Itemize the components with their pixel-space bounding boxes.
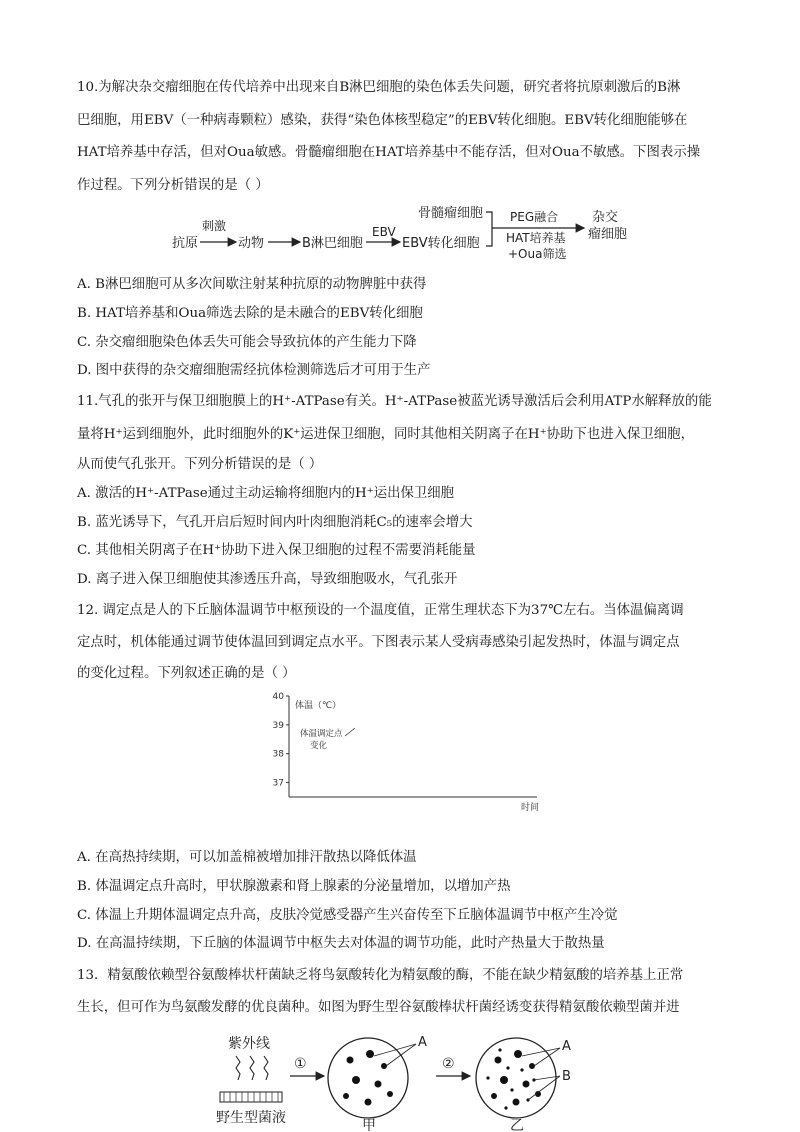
annotation-line-1: 体温调定点: [300, 729, 343, 739]
q10-option-b: B. HAT培养基和Oua筛选去除的是未融合的EBV转化细胞: [77, 306, 423, 321]
wild-type-label: 野生型菌液: [216, 1110, 286, 1126]
dish-jia-colonies: [343, 1050, 393, 1106]
q11-option-b: B. 蓝光诱导下，气孔开启后短时间内叶肉细胞消耗C₅的速率会增大: [77, 515, 473, 530]
q12-line-3: 的变化过程。下列叙述正确的是（ ）: [77, 666, 296, 681]
q13-line-1: 13．精氨酸依赖型谷氨酸棒状杆菌缺乏将鸟氨酸转化为精氨酸的酶，不能在缺少精氨酸的培养基上正常: [77, 968, 684, 983]
q12-option-b: B. 体温调定点升高时，甲状腺激素和肾上腺素的分泌量增加，以增加产热: [77, 879, 511, 894]
annotation-pointer: [345, 728, 355, 736]
uv-label: 紫外线: [228, 1036, 270, 1052]
q12-option-c: C. 体温上升期体温调定点升高，皮肤冷觉感受器产生兴奋传至下丘脑体温调节中枢产生冷觉: [77, 908, 618, 923]
q12-option-a: A. 在高热持续期，可以加盖棉被增加排汗散热以降低体温: [77, 850, 417, 865]
annotation-line-2: 变化: [310, 741, 328, 751]
q12-line-1: 12. 调定点是人的下丘脑体温调节中枢预设的一个温度值，正常生理状态下为37℃左右。当体温偏离调: [77, 603, 684, 618]
q10-option-d: D. 图中获得的杂交瘤细胞需经抗体检测筛选后才可用于生产: [77, 363, 431, 378]
y-tick-label: 38: [272, 749, 284, 760]
flow-hybrid-1: 杂交: [592, 210, 619, 225]
q11-line-1: 11.气孔的张开与保卫细胞膜上的H⁺-ATPase有关。H⁺-ATPase被蓝光诱导激活后会利用ATP水解释放的能: [77, 394, 712, 409]
q11-option-a: A. 激活的H⁺-ATPase通过主动运输将细胞内的H⁺运出保卫细胞: [77, 486, 455, 501]
flow-antigen: 抗原: [172, 236, 199, 251]
flow-peg: PEG融合: [510, 210, 559, 224]
flow-animal: 动物: [238, 236, 265, 251]
flow-stimulate: 刺激: [202, 219, 227, 233]
q10-line-2: 巴细胞，用EBV（一种病毒颗粒）感染，获得“染色体核型稳定”的EBV转化细胞。EBV转化细胞能够在: [77, 113, 688, 128]
flow-hybrid-2: 瘤细胞: [588, 227, 628, 242]
q10-line-1: 10.为解决杂交瘤细胞在传代培养中出现来自B淋巴细胞的染色体丢失问题，研究者将抗原刺激后的B淋: [77, 80, 681, 95]
q11-option-d: D. 离子进入保卫细胞使其渗透压升高，导致细胞吸水，气孔张开: [77, 572, 458, 587]
label-a-yi: A: [562, 1039, 571, 1054]
flow-bracket: [486, 212, 502, 246]
flow-oua: +Oua筛选: [508, 247, 567, 261]
q10-line-3: HAT培养基中存活，但对Oua敏感。骨髓瘤细胞在HAT培养基中不能存活，但对Oua不敏感。下图表示操: [77, 145, 701, 160]
x-axis-label: 时间: [521, 803, 540, 813]
culture-tray: [220, 1092, 282, 1102]
q10-flow-diagram: [160, 200, 640, 266]
q13-line-2: 生长，但可作为鸟氨酸发酵的优良菌种。如图为野生型谷氨酸棒状杆菌经诱变获得精氨酸依赖型菌并进: [77, 1000, 680, 1015]
flow-ebv-cell: EBV转化细胞: [402, 236, 480, 251]
q10-option-c: C. 杂交瘤细胞染色体丢失可能会导致抗体的产生能力下降: [77, 335, 417, 350]
dish-jia-label: 甲: [362, 1118, 376, 1132]
y-tick-label: 40: [272, 692, 284, 702]
q12-temperature-chart: [265, 688, 555, 828]
q11-line-2: 量将H⁺运到细胞外，此时细胞外的K⁺运进保卫细胞，同时其他相关阴离子在H⁺协助下也进入保卫细胞，: [77, 427, 694, 442]
flow-myeloma: 骨髓瘤细胞: [418, 206, 484, 221]
flow-hat: HAT培养基: [506, 231, 566, 245]
q13-figure: [210, 1030, 590, 1132]
q12-option-d: D. 在高温持续期，下丘脑的体温调节中枢失去对体温的调节功能，此时产热量大于散热量: [77, 936, 605, 951]
y-axis-label: 体温（℃）: [295, 701, 342, 711]
flow-ebv: EBV: [372, 225, 396, 239]
dish-yi-label: 乙: [510, 1118, 524, 1132]
q12-line-2: 定点时，机体能通过调节使体温回到调定点水平。下图表示某人受病毒感染引起发热时，体温与调定点: [77, 635, 680, 650]
label-b-yi: B: [562, 1069, 571, 1084]
label-a-jia: A: [418, 1035, 427, 1050]
y-tick-label: 37: [272, 778, 284, 789]
q10-option-a: A. B淋巴细胞可从多次间歇注射某种抗原的动物脾脏中获得: [77, 277, 427, 292]
q11-line-3: 从而使气孔张开。下列分析错误的是（ ）: [77, 457, 323, 472]
dish-yi-colonies: [486, 1048, 541, 1109]
q11-option-c: C. 其他相关阴离子在H⁺协助下进入保卫细胞的过程不需要消耗能量: [77, 543, 476, 558]
uv-rays: [236, 1056, 268, 1080]
step-1-label: ①: [294, 1056, 307, 1072]
q10-line-4: 作过程。下列分析错误的是（ ）: [77, 178, 269, 193]
y-tick-label: 39: [272, 720, 284, 731]
flow-b-cell: B淋巴细胞: [302, 236, 363, 251]
step-2-label: ②: [442, 1056, 455, 1072]
